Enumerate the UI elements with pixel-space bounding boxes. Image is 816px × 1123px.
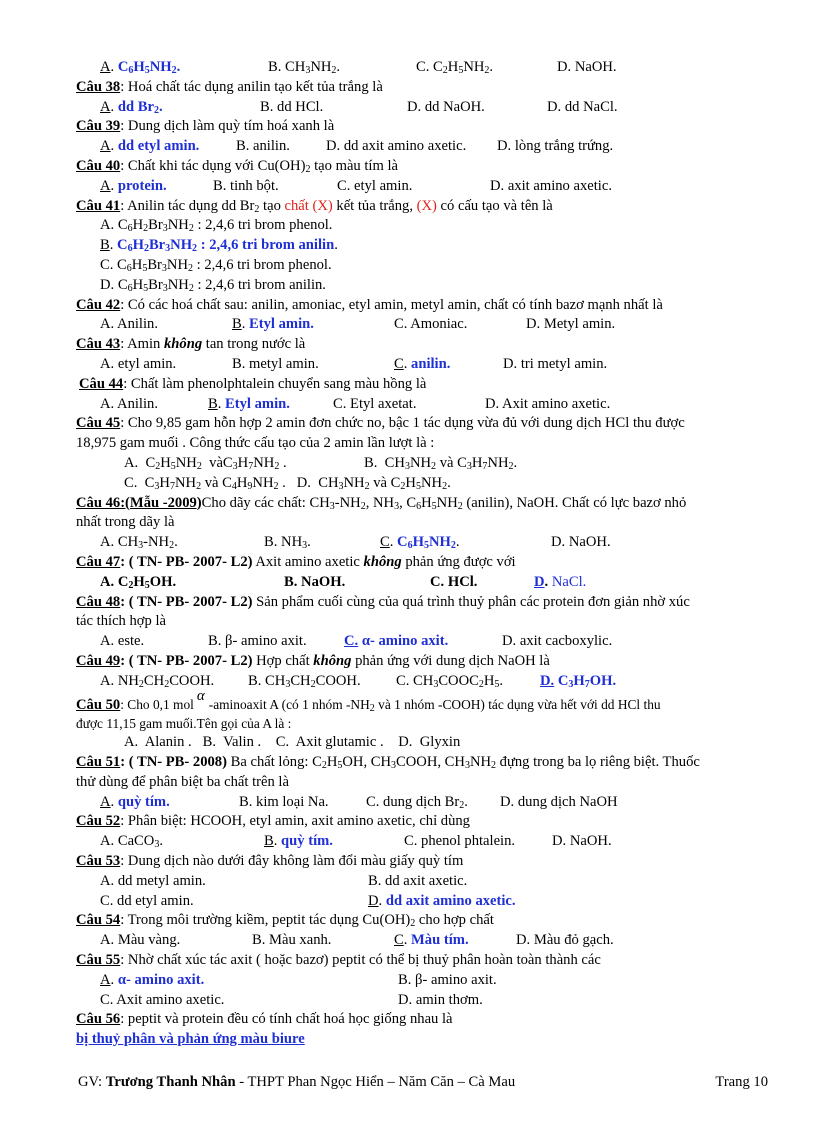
option-text: dd axit amino axetic.: [385, 892, 516, 909]
q37-option-d: D. NaOH.: [557, 59, 617, 75]
option-text: Amoniac.: [410, 316, 468, 333]
option-text: axit amino axetic.: [507, 177, 612, 194]
question-48-cont: [76, 612, 776, 632]
option-text: Anilin.: [117, 395, 158, 412]
q40-option-d: D. axit amino axetic.: [490, 177, 612, 194]
q37-option-c: C. $C_2H_5NH_2$.: [416, 59, 494, 76]
question-50-cont: [76, 714, 776, 734]
option-text: Glyxin: [419, 734, 461, 751]
question-52: [76, 812, 776, 832]
q55-options-ab: [76, 971, 776, 991]
option-text: phenol phtalein.: [421, 833, 516, 850]
option-text: Axit amino axetic.: [502, 395, 611, 412]
q52-option-b: B. quỳ tím.: [264, 833, 333, 850]
q45-option-c: C. $C_3H_7NH_2$ và $C_4H_9NH_2$ . D. $CH_3NH_2$ và $C_2H_5NH_2$.: [124, 474, 451, 492]
q42-option-c: C. Amoniac.: [394, 316, 468, 333]
option-text: quỳ tím.: [117, 793, 170, 810]
question-label: Câu 47: [76, 553, 121, 570]
q52-option-c: C. phenol phtalein.: [404, 833, 516, 850]
q41-option-d: D. $C_6H_5Br_3NH_2$ : 2,4,6 tri brom anilin.: [100, 276, 326, 294]
question-label: Câu 42: [76, 296, 121, 313]
q45-option-b: B. $CH_3NH_2$ và $C_3H_7NH_2$.: [364, 454, 518, 472]
option-text: anilin.: [411, 355, 451, 372]
option-text: dd etyl amin.: [117, 892, 194, 909]
q50-options-line: A. Alanin . B. Valin . C. Axit glutamic . D. Glyxin: [124, 734, 461, 751]
question-text: Hợp chất: [252, 652, 314, 669]
question-text: thử dùng để phân biệt ba chất trên là: [76, 773, 289, 790]
question-label: Câu 49: [76, 652, 121, 669]
q51-option-b: B. kim loại Na.: [239, 793, 329, 810]
q55-option-a: A. α- amino axit.: [100, 971, 205, 988]
question-54: Câu 54: Trong môi trường kiềm, peptit tác dụng $Cu(OH)_2$ cho hợp chất: [76, 912, 494, 930]
option-text: dd axit amino axetic.: [343, 138, 467, 155]
q53-option-c: C. dd etyl amin.: [100, 892, 194, 909]
question-50: Câu 50: Cho 0,1 molα-aminoaxit A (có 1 nhóm $-NH_2$ và 1 nhóm -COOH) tác dụng vừa hết với dd HCl thu: [76, 687, 661, 714]
option-text: dung dịch NaOH: [517, 793, 618, 810]
q54-options: [76, 931, 776, 951]
q44-options: [76, 395, 776, 415]
option-text: dd metyl amin.: [117, 872, 206, 889]
option-text: dd NaOH.: [424, 98, 485, 115]
q52-option-a: A. CaCO$_3$.: [100, 833, 163, 851]
q54-option-c: C. Màu tím.: [394, 932, 469, 949]
question-48: [76, 593, 776, 613]
option-text: Màu xanh.: [269, 932, 332, 949]
q49-option-d: D. $C_3H_7OH$.: [540, 672, 617, 690]
q46-option-c: C. $C_6H_5NH_2$.: [380, 534, 460, 552]
question-44: [76, 375, 776, 395]
q49-options: [76, 672, 776, 692]
q47-option-a: A. $C_2H_5OH$.: [100, 573, 177, 591]
option-text: β- amino axit.: [415, 971, 497, 988]
q41-option-b: B. $C_6H_2Br_3NH_2$ : 2,4,6 tri brom anilin.: [100, 237, 338, 255]
option-text: Màu tím.: [411, 932, 469, 949]
q51-option-c: C. dung dịch $Br_2$.: [366, 793, 468, 811]
question-text: : Dung dịch nào dưới đây không làm đổi màu giấy quỳ tím: [120, 853, 464, 870]
option-text: Axit glutamic .: [295, 734, 384, 751]
q46-options: [76, 533, 776, 553]
q54-option-b: B. Màu xanh.: [252, 932, 332, 949]
question-56: [76, 1010, 776, 1030]
q53-options-ab: [76, 872, 776, 892]
question-text: : Nhờ chất xúc tác axit ( hoặc bazơ) peptit có thể bị thuỷ phân hoàn toàn thành các: [120, 952, 601, 969]
q53-option-b: B. dd axit axetic.: [368, 872, 468, 889]
q39-option-a: A. dd etyl amin.: [100, 138, 200, 155]
page-footer: [78, 1072, 768, 1092]
question-label: Câu 53: [76, 853, 121, 870]
option-text: tinh bột.: [230, 177, 279, 194]
q52-option-d: D. NaOH.: [552, 833, 612, 850]
q49-option-a: A. $NH_2CH_2COOH$.: [100, 672, 215, 690]
q43-options: [76, 355, 776, 375]
question-text: : Cho 9,85 gam hỗn hợp 2 amin đơn chức no, bậc 1 tác dụng vừa đủ với dung dịch HCl thu được: [120, 415, 685, 432]
question-text: Sản phẩm cuối cùng của quá trình thuỷ phân các protein đơn giản nhờ xúc: [252, 593, 690, 610]
option-text: Valin .: [223, 734, 262, 751]
q53-options-cd: [76, 892, 776, 912]
option-text: Màu đỏ gạch.: [533, 932, 614, 949]
footer-prefix: GV:: [78, 1074, 106, 1090]
question-42: [76, 296, 776, 316]
q48-option-b: B. β- amino axit.: [208, 633, 307, 650]
question-51: Câu 51: ( TN- PB- 2008) Ba chất lỏng: $C_2H_5OH$, $CH_3COOH$, $CH_3NH_2$ đựng trong ba lọ riêng biệt. Thuốc: [76, 754, 700, 772]
question-text: phản ứng được với: [401, 553, 516, 570]
question-text: 18,975 gam muối . Công thức cấu tạo của 2 amin lần lượt là :: [76, 435, 435, 452]
question-label: Câu 41: [76, 197, 121, 214]
q43-option-d: D. tri metyl amin.: [503, 355, 608, 372]
q37-option-b: B. $CH_3NH_2$.: [268, 59, 341, 76]
question-51-cont: [76, 773, 776, 793]
q42-option-a: A. Anilin.: [100, 316, 158, 333]
document-body: [76, 58, 776, 1050]
question-46: Câu 46:(Mẫu -2009)Cho dãy các chất: $CH_3-NH_2$, $NH_3$, $C_6H_5NH_2$ (anilin), NaOH. Chất có lực bazơ nhỏ: [76, 494, 687, 512]
q49-option-c: C. $CH_3COOC_2H_5$.: [396, 672, 504, 690]
q37-options: [76, 58, 776, 78]
q44-option-b: B. Etyl amin.: [208, 395, 290, 412]
option-text: metyl amin.: [249, 355, 319, 372]
question-39: [76, 117, 776, 137]
question-text: : Chất làm phenolphtalein chuyển sang màu hồng là: [123, 375, 427, 392]
question-label: Câu 55: [76, 952, 121, 969]
question-label: Câu 43: [76, 336, 121, 353]
question-text: : Amin: [120, 336, 164, 353]
option-text: protein.: [117, 177, 167, 194]
option-text: Etyl amin.: [225, 395, 290, 412]
q38-options: [76, 98, 776, 118]
question-label: Câu 45: [76, 415, 121, 432]
option-text: Anilin.: [117, 316, 158, 333]
option-text: Axit amino axetic.: [116, 991, 225, 1008]
teacher-name: Trương Thanh Nhân: [105, 1074, 236, 1090]
q38-option-d: D. dd NaCl.: [547, 98, 618, 115]
option-text: lòng trắng trứng.: [514, 138, 614, 155]
option-text: Etyl axetat.: [350, 395, 417, 412]
question-text: : Phân biệt: HCOOH, etyl amin, axit amino axetic, chỉ dùng: [120, 813, 470, 830]
q55-option-d: D. amin thơm.: [398, 991, 483, 1008]
question-text: phản ứng với dung dịch NaOH là: [351, 652, 550, 669]
option-text: etyl amin.: [354, 177, 413, 194]
q54-option-a: A. Màu vàng.: [100, 932, 181, 949]
option-text: quỳ tím.: [281, 833, 333, 850]
q48-option-c: C. α- amino axit.: [344, 633, 449, 650]
q44-option-a: A. Anilin.: [100, 395, 158, 412]
question-source: : ( TN- PB- 2008): [120, 754, 227, 771]
q52-options: [76, 832, 776, 852]
q44-option-d: D. Axit amino axetic.: [485, 395, 611, 412]
q38-option-a: A. dd $Br_2$.: [100, 98, 163, 116]
emphasis: không: [164, 336, 203, 353]
q56-answer: [76, 1030, 776, 1050]
q40-option-b: B. tinh bột.: [213, 177, 279, 194]
question-label: Câu 38: [76, 78, 121, 95]
option-text: NaOH.: [569, 833, 612, 850]
question-label: Câu 52: [76, 813, 121, 830]
q48-option-a: A. este.: [100, 633, 145, 650]
question-41: Câu 41: Anilin tác dụng dd $Br_2$ tạo chất (X) kết tủa trắng, (X) có cấu tạo và tên là: [76, 197, 553, 215]
option-text: Metyl amin.: [543, 316, 616, 333]
q45-options-ab: [76, 454, 776, 474]
q53-option-a: A. dd metyl amin.: [100, 872, 206, 889]
question-text: nhất trong dãy là: [76, 514, 175, 531]
page-number: Trang 10: [715, 1074, 768, 1090]
emphasis: không: [363, 553, 402, 570]
option-text: Alanin .: [144, 734, 192, 751]
question-label: Câu 51: [76, 754, 121, 771]
q51-option-d: D. dung dịch NaOH: [500, 793, 618, 810]
q40-options: [76, 177, 776, 197]
q55-option-c: C. Axit amino axetic.: [100, 991, 225, 1008]
question-label: Câu 46:(Mẫu -2009): [76, 494, 202, 511]
q55-option-b: B. β- amino axit.: [398, 971, 497, 988]
q53-option-d: D. dd axit amino axetic.: [368, 892, 516, 909]
question-label: Câu 40: [76, 157, 121, 174]
question-text: Axit amino axetic: [252, 553, 364, 570]
q43-option-b: B. metyl amin.: [232, 355, 319, 372]
option-text: axit cacboxylic.: [519, 633, 613, 650]
question-source: : ( TN- PB- 2007- L2): [120, 553, 253, 570]
q47-options: [76, 573, 776, 593]
answer-text: bị thuỷ phân và phản ứng màu biure: [76, 1031, 305, 1048]
q49-option-b: B. $CH_3CH_2COOH$.: [248, 672, 361, 690]
option-text: anilin.: [253, 138, 290, 155]
option-text: α- amino axit.: [361, 633, 449, 650]
option-text: Etyl amin.: [249, 316, 314, 333]
q39-option-b: B. anilin.: [236, 138, 290, 155]
q50-options: [76, 733, 776, 753]
question-source: : ( TN- PB- 2007- L2): [120, 593, 253, 610]
question-40: Câu 40: Chất khi tác dụng với $Cu(OH)_2$ tạo màu tím là: [76, 157, 399, 175]
question-text: : Hoá chất tác dụng anilin tạo kết tủa trắng là: [120, 78, 383, 95]
q54-option-d: D. Màu đỏ gạch.: [516, 932, 614, 949]
option-text: dd NaCl.: [564, 98, 618, 115]
question-label: Câu 54: [76, 912, 121, 929]
q37-option-a: A. $C_6H_5NH_2$.: [100, 59, 181, 76]
question-label: Câu 50: [76, 696, 121, 713]
option-text: NaCl.: [551, 573, 587, 590]
q38-option-c: D. dd NaOH.: [407, 98, 485, 115]
option-text: tri metyl amin.: [520, 355, 608, 372]
option-text: amin thơm.: [415, 991, 483, 1008]
q47-option-b: B. NaOH.: [284, 573, 346, 590]
question-55: [76, 951, 776, 971]
q46-option-d: D. NaOH.: [551, 534, 611, 551]
question-53: [76, 852, 776, 872]
q46-option-b: B. $NH_3$.: [264, 534, 311, 552]
alpha-symbol: α: [196, 687, 205, 704]
q45-options-cd: [76, 474, 776, 494]
option-text: NaOH.: [301, 573, 346, 590]
q55-options-cd: [76, 991, 776, 1011]
q42-option-d: D. Metyl amin.: [526, 316, 616, 333]
question-label: Câu 48: [76, 593, 121, 610]
q42-option-b: B. Etyl amin.: [232, 316, 314, 333]
q48-option-d: D. axit cacboxylic.: [502, 633, 613, 650]
option-text: α- amino axit.: [117, 971, 205, 988]
option-text: etyl amin.: [117, 355, 177, 372]
question-46-cont: [76, 513, 776, 533]
question-label: Câu 56: [76, 1011, 121, 1028]
q51-options: [76, 793, 776, 813]
question-47: [76, 553, 776, 573]
q42-options: [76, 315, 776, 335]
question-text: tan trong nước là: [202, 336, 306, 353]
q39-options: [76, 137, 776, 157]
q40-option-a: A. protein.: [100, 177, 167, 194]
q47-option-c: C. HCl.: [430, 573, 478, 590]
option-text: HCl.: [447, 573, 478, 590]
school-info: - THPT Phan Ngọc Hiển – Năm Căn – Cà Mau: [235, 1074, 516, 1090]
question-43: [76, 335, 776, 355]
q38-option-b: B. dd HCl.: [260, 98, 324, 115]
question-45-cont: [76, 434, 776, 454]
q46-option-a: A. $CH_3-NH_2$.: [100, 534, 178, 552]
q45-option-a: A. $C_2H_5NH_2$ $vàC_3H_7NH_2$ .: [124, 454, 287, 472]
q41-option-a: A. $C_6H_2Br_3NH_2$ : 2,4,6 tri brom phenol.: [100, 217, 333, 235]
question-label: Câu 44: [79, 375, 124, 392]
option-text: este.: [117, 633, 145, 650]
q43-option-a: A. etyl amin.: [100, 355, 177, 372]
question-text: : Có các hoá chất sau: anilin, amoniac, etyl amin, metyl amin, chất có tính bazơ mạnh nhất là: [120, 296, 663, 313]
question-45: [76, 414, 776, 434]
question-text: được 11,15 gam muối.Tên gọi của A là :: [76, 715, 292, 731]
question-source: : ( TN- PB- 2007- L2): [120, 652, 253, 669]
q48-options: [76, 632, 776, 652]
q44-option-c: C. Etyl axetat.: [333, 395, 417, 412]
question-text: : peptit và protein đều có tính chất hoá học giống nhau là: [120, 1011, 453, 1028]
option-text: Màu vàng.: [117, 932, 181, 949]
q41-option-c: C. $C_6H_5Br_3NH_2$ : 2,4,6 tri brom phenol.: [100, 256, 332, 274]
option-text: dd etyl amin.: [117, 138, 200, 155]
q40-option-c: C. etyl amin.: [337, 177, 413, 194]
option-text: NaOH.: [568, 534, 611, 551]
q39-option-c: D. dd axit amino axetic.: [326, 138, 467, 155]
option-text: dd axit axetic.: [385, 872, 468, 889]
question-label: Câu 39: [76, 118, 121, 135]
emphasis: không: [313, 652, 352, 669]
question-text: : Dung dịch làm quỳ tím hoá xanh là: [120, 118, 335, 135]
option-text: kim loại Na.: [256, 793, 329, 810]
q43-option-c: C. anilin.: [394, 355, 451, 372]
q39-option-d: D. lòng trắng trứng.: [497, 138, 614, 155]
q51-option-a: A. quỳ tím.: [100, 793, 170, 810]
question-38: [76, 78, 776, 98]
question-49: [76, 652, 776, 672]
option-text: dd HCl.: [277, 98, 324, 115]
q47-option-d: D. NaCl.: [534, 573, 587, 590]
option-text: β- amino axit.: [225, 633, 307, 650]
question-text: tác thích hợp là: [76, 613, 166, 630]
